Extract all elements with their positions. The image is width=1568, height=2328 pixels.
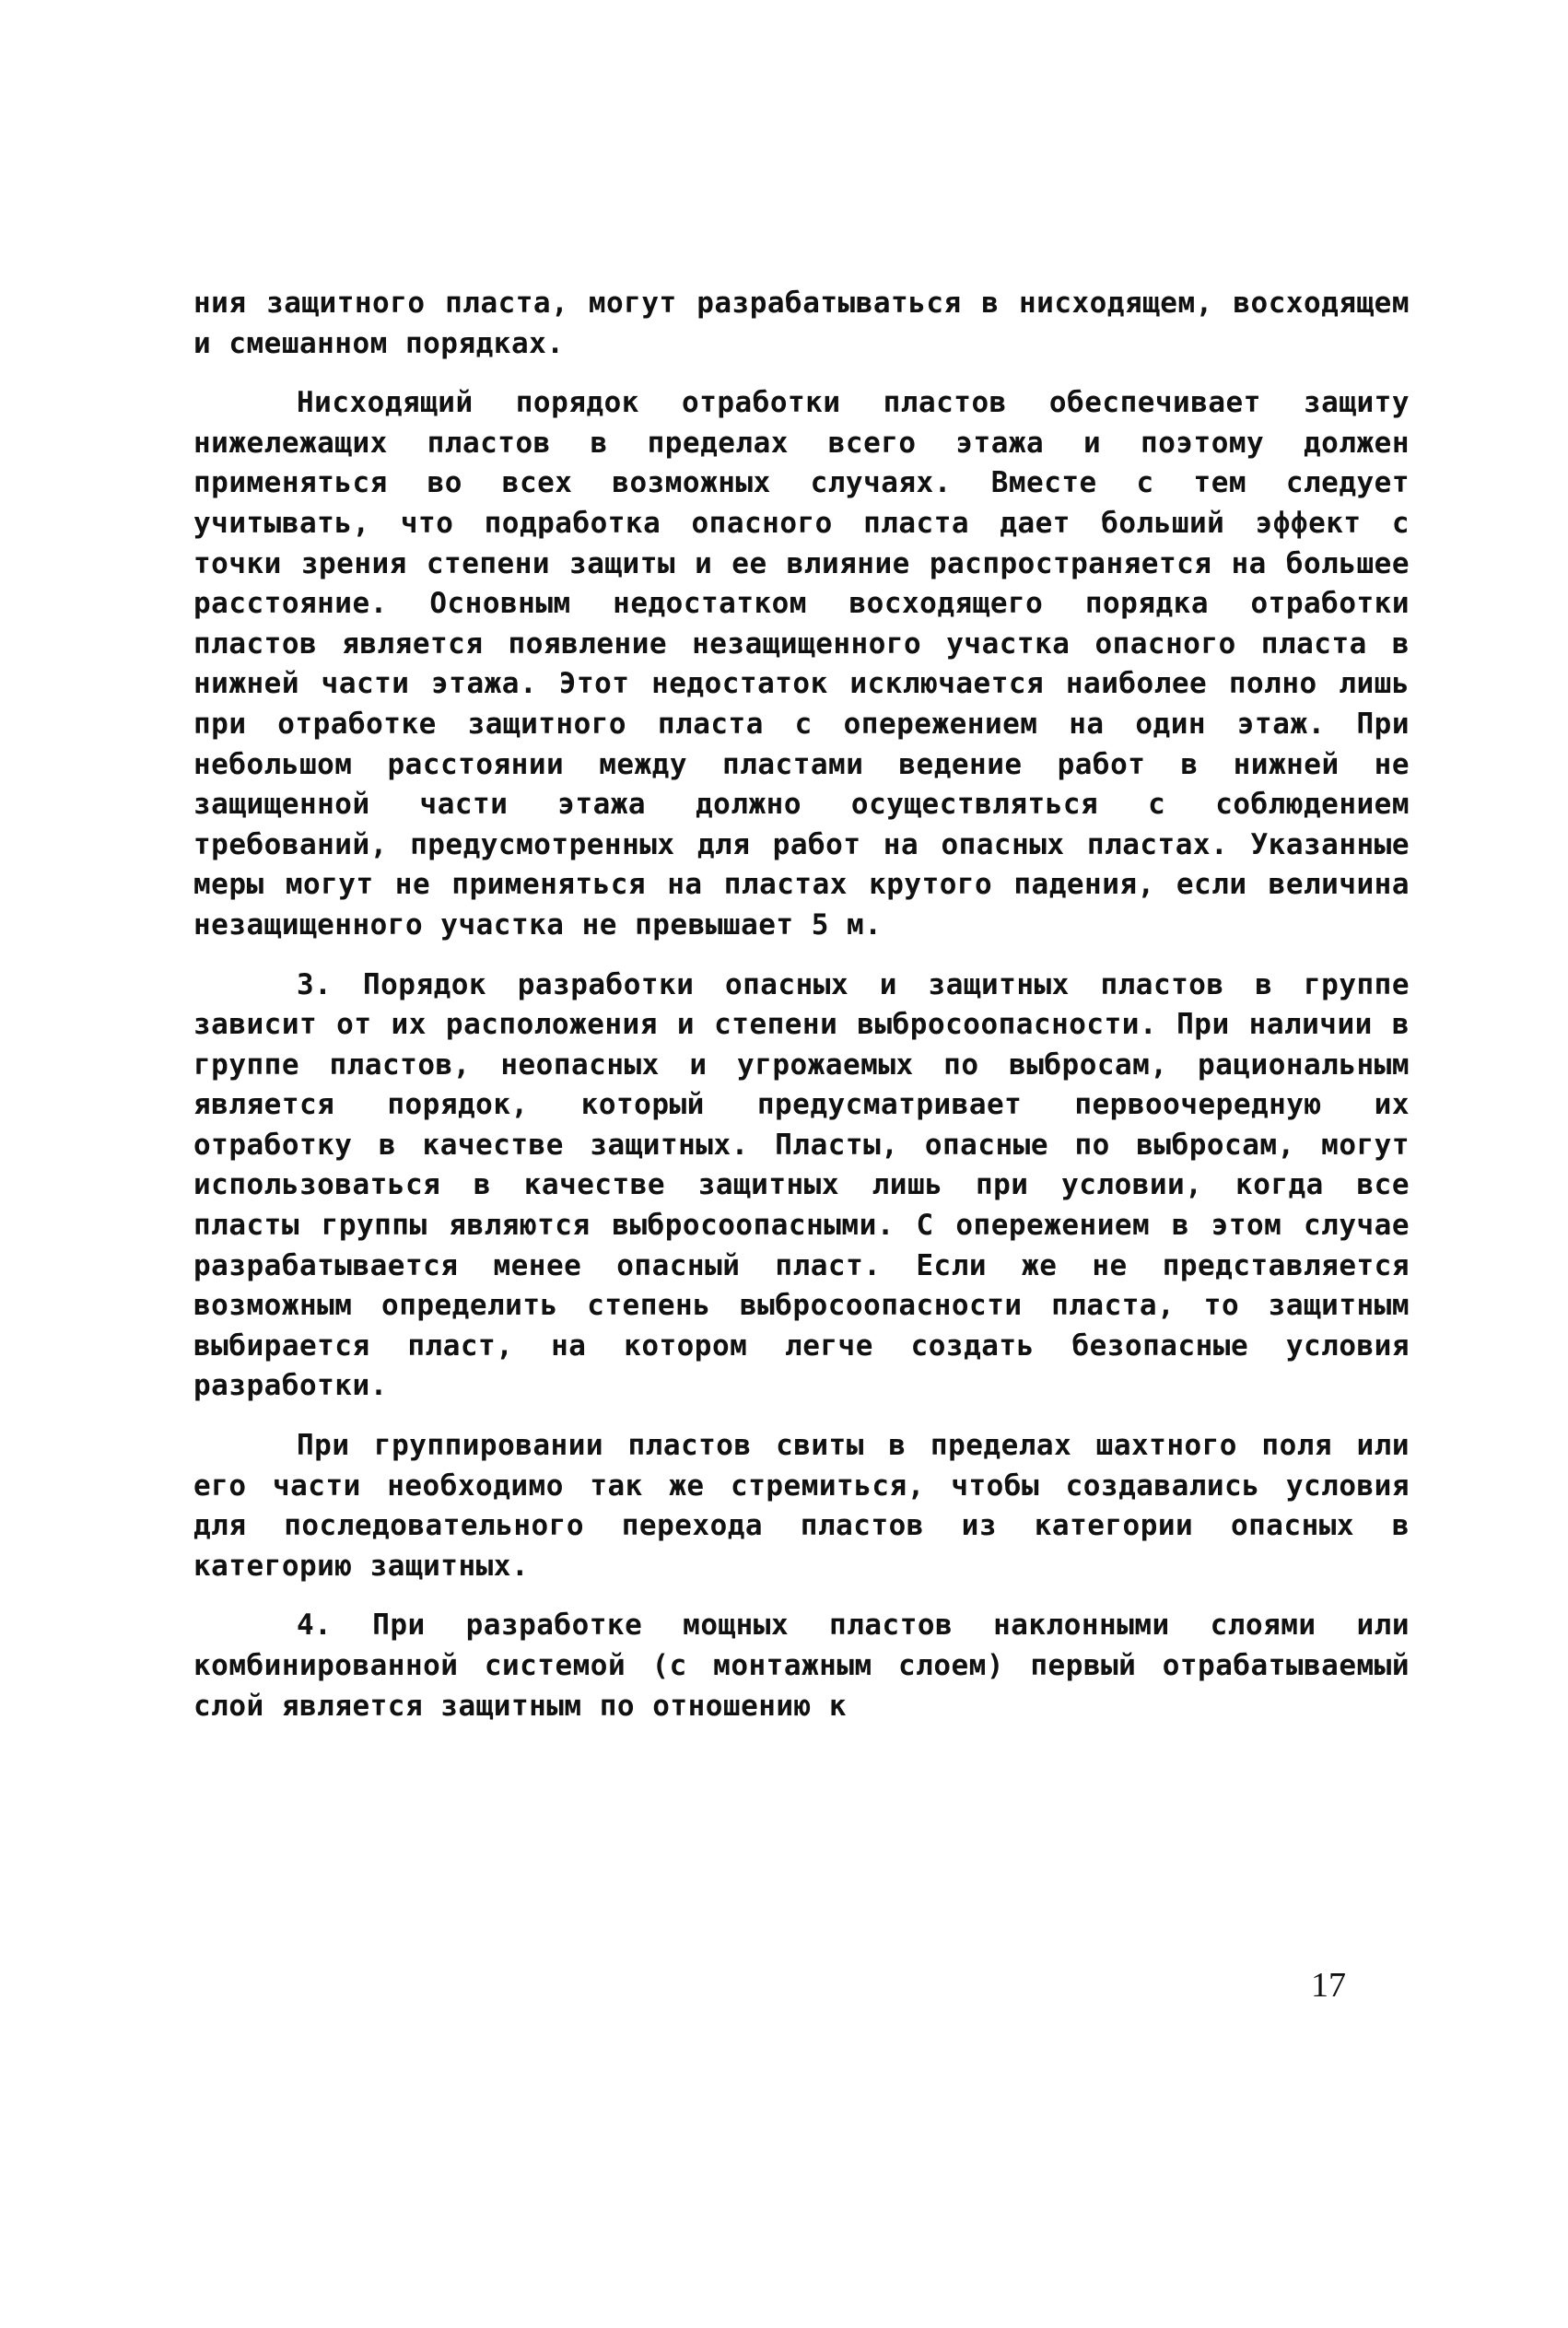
paragraph-section-4: 4. При разработке мощных пластов наклонными слоями или комбинированной системой (с монтажным слоем) первый отрабатываемый слой является защитным по отношению к — [193, 1609, 1410, 1723]
paragraph-continuation: ния защитного пласта, могут разрабатываться в нисходящем, восходящем и смешанном порядках. — [193, 287, 1410, 360]
paragraph-section-3: 3. Порядок разработки опасных и защитных пластов в группе зависит от их расположения и степени выбросоопасности. При наличии в группе пластов, неопасных и угрожаемых по выбросам, рациональным является порядок, который предусматривает первоочередную их отработку в качестве защитных. Пласты, опасные по выбросам, могут использоваться в качестве защитных лишь при условии, когда все пласты группы являются выбросоопасными. С опережением в этом случае разрабатывается менее опасный пласт. Если же не представляется возможным определить степень выбросоопасности пласта, то защитным выбирается пласт, на котором легче создать безопасные условия разработки. — [193, 967, 1410, 1403]
page-number: 17 — [1311, 1966, 1346, 2005]
body-text — [193, 284, 1410, 1726]
paragraph-descending-order: Нисходящий порядок отработки пластов обеспечивает защиту нижележащих пластов в пределах всего этажа и поэтому должен применяться во всех возможных случаях. Вместе с тем следует учитывать, что подработка опасного пласта дает больший эффект с точки зрения степени защиты и ее влияние распространяется на большее расстояние. Основным недостатком восходящего порядка отработки пластов является появление незащищенного участка опасного пласта в нижней части этажа. Этот недостаток исключается наиболее полно лишь при отработке защитного пласта с опережением на один этаж. При небольшом расстоянии между пластами ведение работ в нижней не защищенной части этажа должно осуществляться с соблюдением требований, предусмотренных для работ на опасных пластах. Указанные меры могут не применяться на пластах крутого падения, если величина незащищенного участка не превышает 5 м. — [193, 386, 1410, 942]
paragraph-grouping: При группировании пластов свиты в пределах шахтного поля или его части необходимо так же стремиться, чтобы создавались условия для последовательного перехода пластов из категории опасных в категорию защитных. — [193, 1429, 1410, 1583]
